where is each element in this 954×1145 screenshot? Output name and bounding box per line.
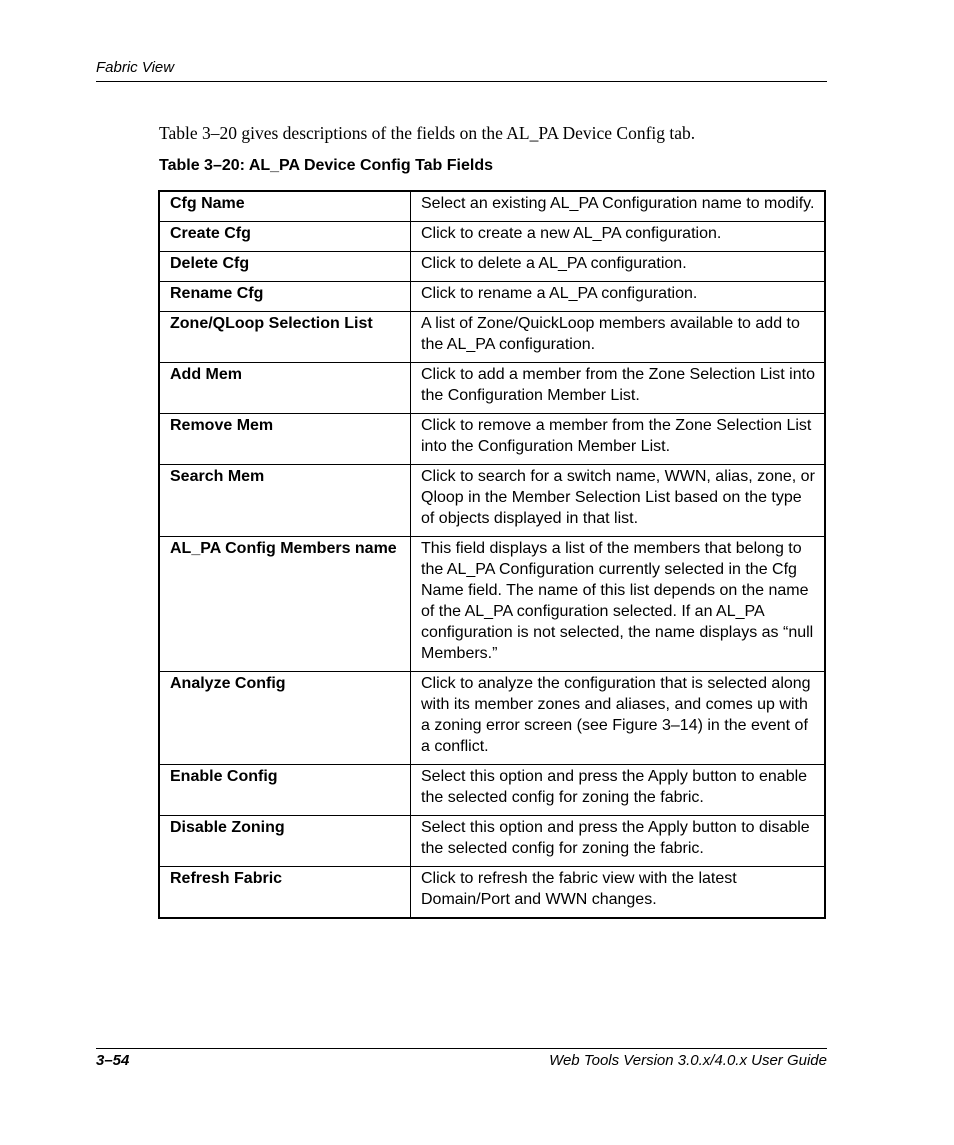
field-name-cell: Remove Mem	[159, 414, 411, 465]
field-description-cell: Select this option and press the Apply button to enable the selected config for zoning the fabric.	[411, 765, 826, 816]
field-description-cell: Click to remove a member from the Zone Selection List into the Configuration Member List.	[411, 414, 826, 465]
field-description-cell: Click to search for a switch name, WWN, alias, zone, or Qloop in the Member Selection List based on the type of objects displayed in that list.	[411, 465, 826, 537]
table-row	[159, 222, 825, 252]
page-number: 3–54	[96, 1052, 130, 1069]
field-description-cell: Click to rename a AL_PA configuration.	[411, 282, 826, 312]
field-description-cell: This field displays a list of the members that belong to the AL_PA Configuration currently selected in the Cfg Name field. The name of this list depends on the name of the AL_PA configuration selected. If an AL_PA configuration is not selected, the name displays as “null Members.”	[411, 537, 826, 672]
field-description-cell: Click to create a new AL_PA configuration.	[411, 222, 826, 252]
footer-rule	[96, 1048, 827, 1049]
fields-table	[158, 190, 826, 919]
field-description-cell: Select an existing AL_PA Configuration name to modify.	[411, 191, 826, 222]
field-name-cell: Create Cfg	[159, 222, 411, 252]
running-header: Fabric View	[96, 59, 175, 76]
field-name-cell: Rename Cfg	[159, 282, 411, 312]
field-description-cell: Click to delete a AL_PA configuration.	[411, 252, 826, 282]
field-name-cell: Enable Config	[159, 765, 411, 816]
field-name-cell: Refresh Fabric	[159, 867, 411, 919]
book-title: Web Tools Version 3.0.x/4.0.x User Guide	[549, 1052, 827, 1069]
header-rule	[96, 81, 827, 82]
field-name-cell: Analyze Config	[159, 672, 411, 765]
field-description-cell: A list of Zone/QuickLoop members available to add to the AL_PA configuration.	[411, 312, 826, 363]
field-name-cell: Cfg Name	[159, 191, 411, 222]
table-row	[159, 816, 825, 867]
intro-paragraph: Table 3–20 gives descriptions of the fields on the AL_PA Device Config tab.	[159, 123, 696, 143]
table-row	[159, 312, 825, 363]
table-row	[159, 537, 825, 672]
field-name-cell: Zone/QLoop Selection List	[159, 312, 411, 363]
field-name-cell: Search Mem	[159, 465, 411, 537]
field-description-cell: Click to add a member from the Zone Selection List into the Configuration Member List.	[411, 363, 826, 414]
table-row	[159, 282, 825, 312]
table-row	[159, 363, 825, 414]
table-row	[159, 867, 825, 919]
field-name-cell: Delete Cfg	[159, 252, 411, 282]
table-row	[159, 252, 825, 282]
field-name-cell: AL_PA Config Members name	[159, 537, 411, 672]
table-row	[159, 465, 825, 537]
table-row	[159, 672, 825, 765]
table-row	[159, 191, 825, 222]
field-description-cell: Select this option and press the Apply button to disable the selected config for zoning the fabric.	[411, 816, 826, 867]
field-description-cell: Click to refresh the fabric view with the latest Domain/Port and WWN changes.	[411, 867, 826, 919]
table-row	[159, 414, 825, 465]
table-caption: Table 3–20: AL_PA Device Config Tab Fields	[159, 157, 494, 174]
field-name-cell: Add Mem	[159, 363, 411, 414]
field-name-cell: Disable Zoning	[159, 816, 411, 867]
table-row	[159, 765, 825, 816]
field-description-cell: Click to analyze the configuration that is selected along with its member zones and aliases, and comes up with a zoning error screen (see Figure 3–14) in the event of a conflict.	[411, 672, 826, 765]
